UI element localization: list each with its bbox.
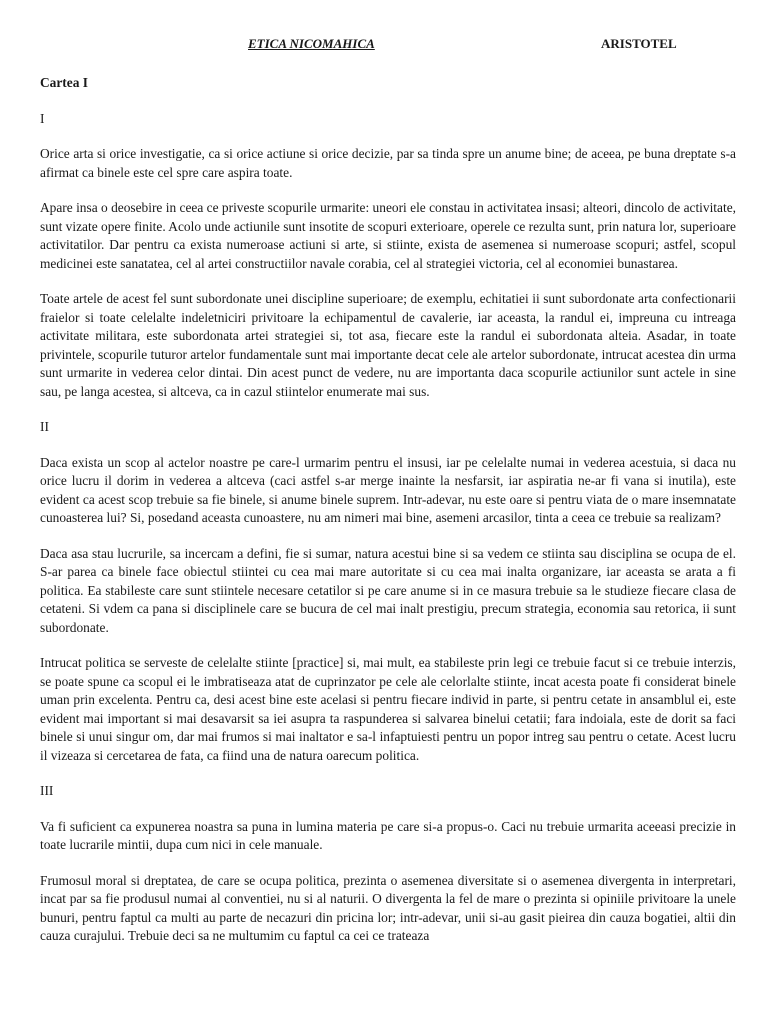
section-numeral: III [40,783,54,798]
section-numeral: I [40,110,45,126]
document-author: ARISTOTEL [601,36,677,51]
document-title: ETICA NICOMAHICA [248,36,375,51]
book-heading: Cartea I [40,75,88,90]
page-header [0,36,768,56]
section-numeral: II [40,419,49,434]
paragraph: Intrucat politica se serveste de celelalte stiinte [practice] si, mai mult, ea stabileste prin legi ce trebuie facut si ce trebuie interzis, se poate spune ca scopul ei le imbratiseaza atat de cuprinzator pe cele ale celorlalte stiinte, incat acesta poate fi considerat binele uman prin excelenta. Pentru ca, desi acest bine este acelasi si pentru fiecare individ in parte, si pentru cetate in ansamblul ei, este evident mai important si mai desavarsit sa iei asupra ta raspunderea si salvarea binelui cetatii; fara indoiala, este de dorit sa faci binele si unui singur om, dar mai frumos si mai inaltator e sa-l infaptuiesti pentru un popor intreg sau pentru o cetate. Acest lucru il vizeaza si cercetarea de fata, ca fiind una de natura oarecum politica. [40,655,736,763]
paragraph: Toate artele de acest fel sunt subordonate unei discipline superioare; de exemplu, echitatiei ii sunt subordonate arta confectionarii fraielor si toate celelalte indeletniciri privitoare la echipamentul de cavalerie, iar aceasta, la randul ei, impreuna cu intreaga activitate militara, este subordonata artei strategiei si, tot asa, fiecare este la randul ei subordonata alteia. Asadar, in toate privintele, scopurile tuturor artelor fundamentale sunt mai importante decat cele ale artelor subordonate, intrucat acestea din urma sunt urmarite in vederea celor dintai. Din acest punct de vedere, nu are importanta daca scopurile actiunilor sunt actele in sine sau, pe langa acestea, si altceva, ca in cazul stiintelor enumerate mai sus. [40,291,736,399]
paragraph: Orice arta si orice investigatie, ca si orice actiune si orice decizie, par sa tinda spre un anume bine; de aceea, pe buna dreptate s-a afirmat ca binele este cel spre care aspira toate. [40,146,736,180]
document-body [40,74,736,963]
paragraph: Daca exista un scop al actelor noastre pe care-l urmarim pentru el insusi, iar pe celelalte numai in vederea acestuia, si daca nu orice lucru il dorim in vederea a altceva (caci astfel s-ar merge inainte la nesfarsit, iar aspiratia ne-ar fi vana si inutila), este evident ca acest scop trebuie sa fie binele, si anume binele suprem. Intr-adevar, nu este oare si pentru viata de o mare insemnatate cunoasterea lui? Si, posedand aceasta cunoastere, nu am nimeri mai bine, asemeni arcasilor, tinta a ceea ce trebuie sa realizam? [40,454,736,525]
paragraph: Frumosul moral si dreptatea, de care se ocupa politica, prezinta o asemenea diversitate si o asemenea divergenta in interpretari, incat par sa fie produsul numai al conventiei, nu si al naturii. O divergenta la fel de mare o prezinta si opiniile privitoare la unele bunuri, pentru faptul ca multi au parte de necazuri din pricina lor; intr-adevar, unii si-au gasit pieirea din cauza bogatiei, altii din cauza curajului. Trebuie deci sa ne multumim cu faptul ca cei ce trateaza [40,872,736,943]
paragraph: Apare insa o deosebire in ceea ce priveste scopurile urmarite: uneori ele constau in activitatea insasi; alteori, dincolo de activitate, sunt vizate opere finite. Acolo unde actiunile sunt insotite de scopuri exterioare, operele ce rezulta sunt, prin natura lor, superioare activitatilor. Dar pentru ca exista numeroase actiuni si arte, si stiinte, exista de asemenea si numeroase scopuri; astfel, scopul medicinei este sanatatea, cel al artei constructiilor navale corabia, cel al strategiei victoria, cel al economiei bunastarea. [40,200,736,271]
paragraph: Daca asa stau lucrurile, sa incercam a defini, fie si sumar, natura acestui bine si sa vedem ce stiinta sau disciplina se ocupa de el. S-ar parea ca binele face obiectul stiintei cu cea mai mare autoritate si cu cea mai inalta organizare, iar aceasta se arata a fi politica. Ea stabileste care sunt stiintele necesare cetatilor si pe care anume si in ce masura trebuie sa le studieze fiecare clasa de cetateni. Si vdem ca pana si disciplinele care se bucura de cel mai inalt prestigiu, precum strategia, economia sau retorica, ii sunt subordonate. [40,545,736,635]
paragraph: Va fi suficient ca expunerea noastra sa puna in lumina materia pe care si-a propus-o. Caci nu trebuie urmarita aceeasi precizie in toate lucrarile mintii, dupa cum nici in cele manuale. [40,818,736,852]
